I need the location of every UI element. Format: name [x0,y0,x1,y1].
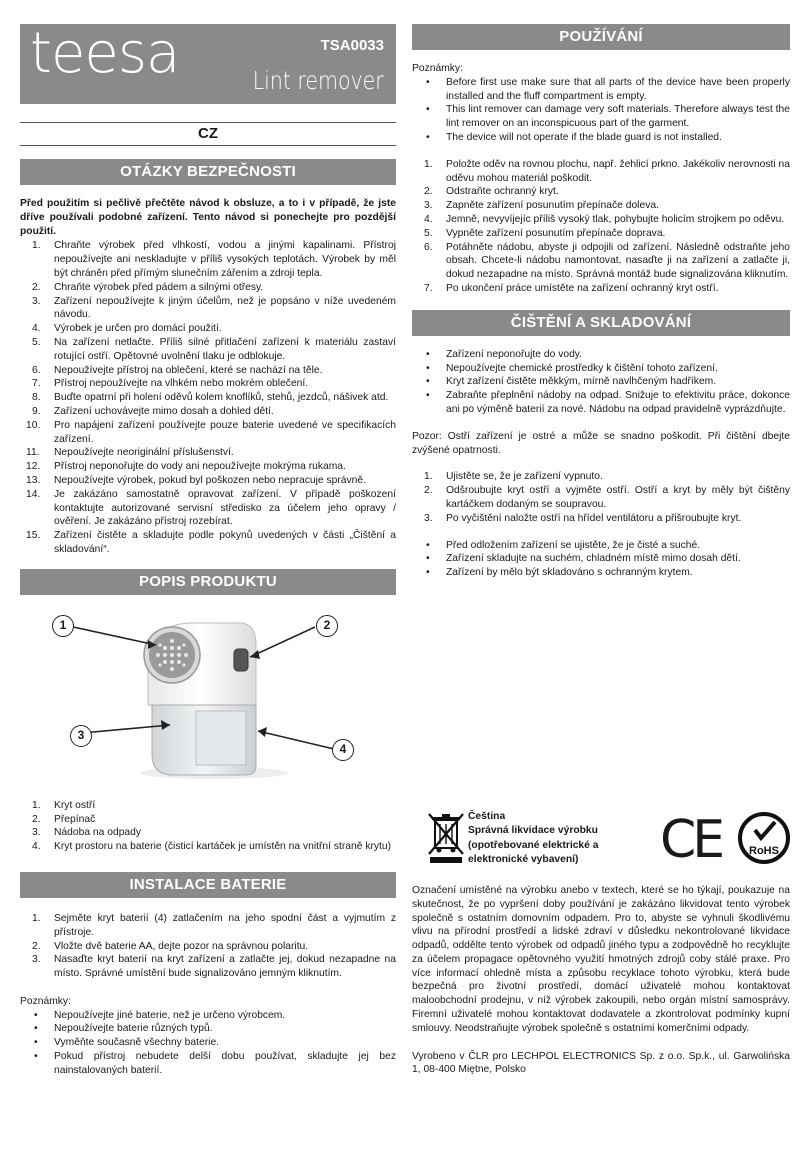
item-text: Přístroj nepoužívejte na vlhkém nebo mokrém oblečení. [54,378,309,390]
rohs-icon [738,812,790,864]
section-title-battery: INSTALACE BATERIE [20,872,396,898]
item-text: Buďte opatrní při holení oděvů kolem knoflíků, stehů, jezdců, nášivek atd. [54,392,389,404]
list-item [20,322,396,336]
callout-3: 3 [70,725,92,747]
product-name: Lint remover [253,66,384,95]
safety-intro: Před použitím si pečlivě přečtěte návod k obsluze, a to i v případě, že jste dříve používali podobné zařízení. Tento návod si ponechejte pro pozdější použití. [20,198,396,237]
item-number: 1. [32,912,41,924]
weee-bin-icon [426,812,466,864]
item-text: Nepoužívejte neoriginální příslušenství. [54,447,234,459]
bullet-item: • Nepoužívejte chemické prostředky k čištění tohoto zařízení. [412,362,790,376]
item-number: 1. [424,158,433,170]
item-text: Na zařízení netlačte. Příliš silné přitlačení zařízení k materiálu zastaví rotující ostří. Opětovné uvolnění tlaku je odblokuje. [54,336,396,362]
item-number: 4. [424,213,433,225]
section-title-product: POPIS PRODUKTU [20,569,396,595]
section-title-usage: POUŽÍVÁNÍ [412,24,790,50]
item-number: 3. [424,200,433,212]
item-text: Přepínač [54,813,96,825]
item-text: Přístroj neponořujte do vody ani nepoužívejte mokrýma rukama. [54,461,346,473]
item-number: 6. [32,364,41,376]
item-text: Chraňte výrobek před pádem a silnými otřesy. [54,281,264,293]
bullet-item: • Zařízení skladujte na suchém, chladném místě mimo dosah dětí. [412,552,790,566]
item-text: Odšroubujte kryt ostří a vyjměte ostří. Ostří a kryt by měly být čištěny kartáčkem dodaným se soupravou. [446,485,790,510]
item-number: 7. [424,282,433,294]
item-text: Ujistěte se, že je zařízení vypnuto. [446,471,603,483]
item-number: 2. [424,186,433,198]
callout-1: 1 [52,615,74,637]
item-number: 13. [26,474,41,486]
list-item [412,158,790,186]
bullet-item: • Pokud přístroj nebudete delší dobu používat, skladujte jej bez nainstalovaných baterií. [20,1050,396,1078]
item-number: 2. [32,813,41,825]
list-item [20,419,396,447]
list-item [20,826,396,840]
product-diagram [20,605,396,795]
item-number: 3. [424,512,433,524]
brand-logo: teesa® [30,14,190,86]
list-item [20,336,396,364]
item-text: Nasaďte kryt baterií na kryt zařízení a zatlačte jej, dokud nezapadne na místo. Správné umístění bude signalizováno jemným kliknutím. [54,954,396,980]
item-number: 3. [32,954,41,966]
storage-bullets [412,539,790,580]
item-text: Zařízení uchovávejte mimo dosah a dohled dětí. [54,405,274,417]
list-item [412,185,790,199]
lint-remover-illustration [20,605,396,795]
item-number: 5. [32,336,41,348]
list-item [20,446,396,460]
item-number: 14. [26,488,41,500]
item-text: Po vyčištění naložte ostří na hřídel ventilátoru a přišroubujte kryt. [446,512,742,524]
model-number: TSA0033 [320,37,384,54]
left-column [20,14,396,1078]
item-text: Po ukončení práce umístěte na zařízení ochranný kryt ostří. [446,282,719,294]
item-number: 1. [32,240,41,252]
bullet-item: • The device will not operate if the blade guard is not installed. [412,131,790,145]
item-text: Zapněte zařízení posunutím přepínače doleva. [446,200,659,212]
list-item [20,488,396,529]
cleaning-steps [412,470,790,525]
item-number: 12. [26,461,41,473]
cleaning-bullets [412,348,790,417]
bullet-item: • Zabraňte přeplnění nádoby na odpad. Snižuje to efektivitu práce, dokonce ani po výměně baterií za nové. Nádobu na odpad pravidelně vyprázdňujte. [412,389,790,417]
item-number: 1. [424,471,433,483]
list-item [20,281,396,295]
item-text: Výrobek je určen pro domácí použití. [54,323,222,335]
right-column [412,24,790,1077]
bullet-item: • Nepoužívejte baterie různých typů. [20,1022,396,1036]
list-item [412,199,790,213]
bullet-item: • This lint remover can damage very soft materials. Therefore always test the lint remover on an inconspicuous part of the garment. [412,103,790,131]
item-text: Potáhněte nádobu, abyste ji odpojili od zařízení. Následně odstraňte jeho obsah. Chcete-li nádobu namontovat, nasaďte ji na zařízení a zatlačte ji, dokud nezapadne na místo. Správná montáž bude signalizována kliknutím. [446,241,790,281]
bullet-item: • Před odložením zařízení se ujistěte, že je čisté a suché. [412,539,790,553]
item-number: 5. [424,227,433,239]
disposal-text: Označení umístěné na výrobku anebo v textech, které se ho týkají, poukazuje na skutečnost, že po vypršení doby používání je zakázáno likvidovat tento výrobek společně s ostatním domovním odpadem. Pro to, abyste se vyhnuli škodlivému vlivu na přírodní prostředí a lidské zdraví v důsledku nekontrolované likvidace odpadů, oddělte tento výrobek od odpadů jiného typu a zodpovědně ho recyklujte za účelem propagace opětovného využití hmotných zdrojů coby stálé praxe. Pro více informací ohledně místa a způsobu recyklace tohoto výrobku, která bude bezpečná pro životní prostředí, domácí uživatelé mohou kontaktovat maloobchodní prodejnu, v níž výrobek zakoupili, nebo orgán místní samosprávy. Firemní uživatelé mohou kontaktovat dodavatele a zkontrolovat podmínky kupní smlouvy. Neodstraňujte výrobek společně s ostatními komerčními odpady. [412,884,790,1034]
item-text: Chraňte výrobek před vlhkostí, vodou a jinými kapalinami. Přístroj nepoužívejte ani neskladujte v příliš vysokých teplotách. Výrobek by měl být chráněn před přímým slunečním zářením a zdroji tepla. [54,240,396,279]
item-text: Vypněte zařízení posunutím přepínače doprava. [446,227,666,239]
callout-2: 2 [316,615,338,637]
list-item [412,512,790,526]
item-text: Vložte dvě baterie AA, dejte pozor na správnou polaritu. [54,940,309,952]
item-number: 2. [32,940,41,952]
item-number: 1. [32,799,41,811]
item-text: Položte oděv na rovnou plochu, např. žehlicí prkno. Jakékoliv nerovnosti na oděvu mohou materiál poškodit. [446,158,791,184]
header-banner [20,14,396,104]
item-number: 8. [32,392,41,404]
bullet-item: • Zařízení neponořujte do vody. [412,348,790,362]
list-item [412,213,790,227]
language-label: CZ [20,122,396,146]
bullet-item: • Vyměňte současně všechny baterie. [20,1036,396,1050]
item-text: Zařízení čistěte a skladujte podle pokynů uvedených v části „Čištění a skladování“. [54,530,396,555]
rohs-label: RoHS [749,844,779,857]
list-item [20,460,396,474]
item-number: 7. [32,378,41,390]
list-item [412,227,790,241]
list-item [20,529,396,557]
list-item [20,239,396,280]
list-item [20,953,396,981]
product-parts-list [20,799,396,854]
usage-notes [412,76,790,145]
list-item [20,391,396,405]
list-item [20,405,396,419]
item-number: 9. [32,405,41,417]
item-number: 4. [32,323,41,335]
list-item [20,912,396,940]
item-number: 11. [26,447,40,459]
cleaning-warning: Pozor: Ostří zařízení je ostré a může se snadno poškodit. Při čištění dbejte zvýšené opatrnosti. [412,430,790,456]
item-text: Kryt prostoru na baterie (čisticí kartáček je umístěn na vnitřní straně krytu) [54,841,392,853]
usage-notes-title: Poznámky: [412,63,463,74]
list-item [20,840,396,854]
list-item [412,241,790,282]
item-text: Je zakázáno samostatně opravovat zařízení. V případě poškození kontaktujte autorizované servisní středisko za účelem jeho opravy / ověření. Je zakázáno přístroj rozebírat. [54,488,396,528]
list-item [20,940,396,954]
section-title-cleaning: ČIŠTĚNÍ A SKLADOVÁNÍ [412,310,790,336]
manufacturer-info: Vyrobeno v ČLR pro LECHPOL ELECTRONICS Sp. z o.o. Sp.k., ul. Garwolińska 1, 08-400 Miętne, Polsko [412,1050,790,1076]
item-number: 2. [32,281,41,293]
item-number: 3. [32,827,41,839]
usage-steps [412,158,790,296]
bullet-item: • Nepoužívejte jiné baterie, než je určeno výrobcem. [20,1009,396,1023]
list-item [20,295,396,323]
disposal-title: Čeština Správná likvidace výrobku (opotřebované elektrické a elektronické vybavení) [468,810,599,866]
list-item [20,799,396,813]
list-item [20,377,396,391]
item-number: 4. [32,841,41,853]
item-text: Kryt ostří [54,799,96,811]
list-item [20,364,396,378]
item-text: Odstraňte ochranný kryt. [446,186,559,198]
item-text: Nádoba na odpady [54,827,142,839]
battery-steps [20,912,396,981]
list-item [412,282,790,296]
item-text: Pro napájení zařízení používejte pouze baterie uvedené ve specifikacích zařízení. [54,419,396,445]
callout-4: 4 [332,739,354,761]
item-text: Jemně, nevyvíjejíc příliš vysoký tlak, pohybujte holicím strojkem po oděvu. [446,213,785,225]
list-item [20,813,396,827]
item-number: 15. [26,530,41,542]
bullet-item: • Before first use make sure that all parts of the device have been properly installed and the fluff compartment is empty. [412,76,790,104]
list-item [412,470,790,484]
bullet-item: • Zařízení by mělo být skladováno s ochranným krytem. [412,566,790,580]
item-text: Nepoužívejte přístroj na oblečení, které se nachází na těle. [54,364,323,376]
disposal-header [412,810,790,880]
ce-mark: CE [660,809,722,870]
bullet-item: • Kryt zařízení čistěte měkkým, mírně navlhčeným hadříkem. [412,375,790,389]
battery-notes [20,1009,396,1078]
item-number: 10. [26,419,41,431]
battery-notes-title: Poznámky: [20,995,71,1007]
item-number: 3. [32,295,41,307]
list-item [20,474,396,488]
list-item [412,484,790,512]
item-number: 6. [424,241,433,253]
safety-list [20,239,396,556]
item-text: Sejměte kryt baterií (4) zatlačením na jeho spodní část a vyjmutím z přístroje. [54,912,396,938]
section-title-safety: OTÁZKY BEZPEČNOSTI [20,159,396,185]
item-number: 2. [424,485,433,497]
item-text: Nepoužívejte výrobek, pokud byl poškozen nebo nepracuje správně. [54,474,366,486]
item-text: Zařízení nepoužívejte k jiným účelům, než je popsáno v níže uvedeném návodu. [54,295,396,321]
